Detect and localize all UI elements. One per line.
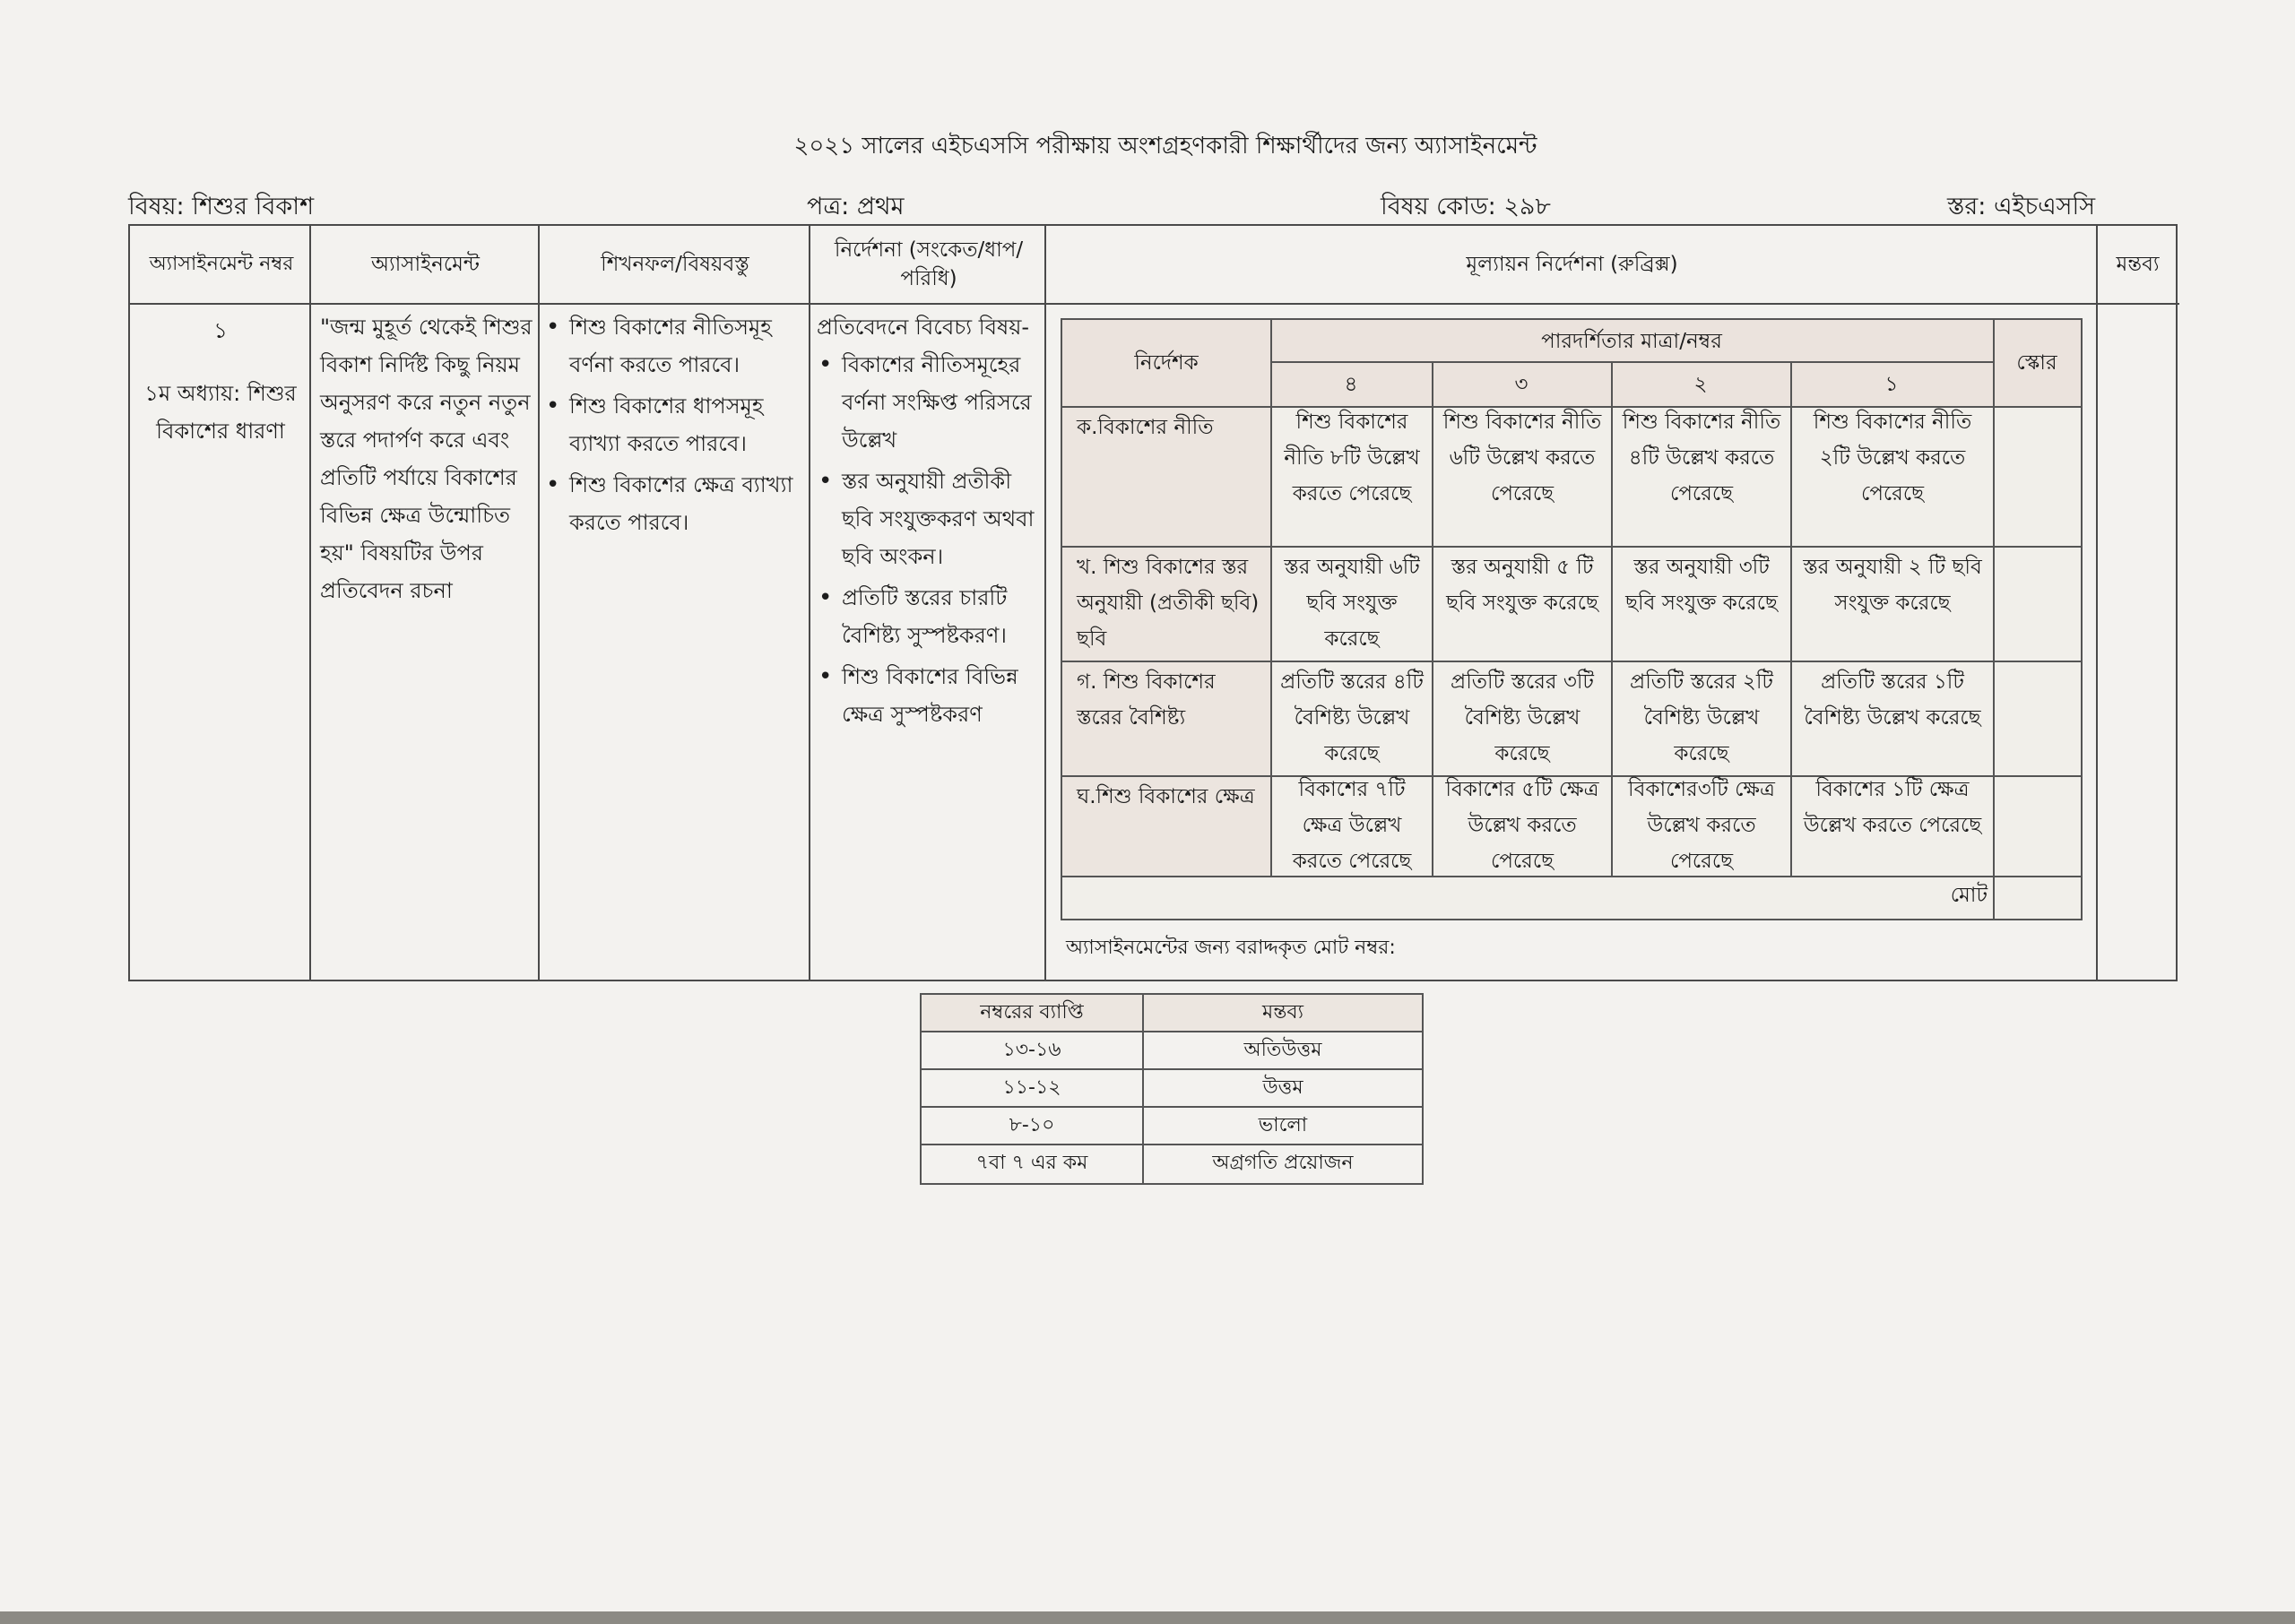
instruction-item: • স্তর অনুযায়ী প্রতীকী ছবি সংযুক্তকরণ অথবা ছবি অংকন।	[817, 462, 1041, 575]
score-header-remark: মন্তব্য	[1261, 1000, 1303, 1024]
rubric-cell: স্তর অনুযায়ী ২ টি ছবি সংযুক্ত করেছে	[1803, 556, 1982, 615]
header-outcome: শিখনফল/বিষয়বস্তু	[601, 253, 749, 276]
paper-label: পত্র: প্রথম	[807, 193, 905, 220]
header-evaluation: মূল্যায়ন নির্দেশনা (রুব্রিক্স)	[1466, 253, 1678, 276]
rubric-table	[1061, 318, 2083, 920]
rubric-cell: বিকাশের ১টি ক্ষেত্র উল্লেখ করতে পেরেছে	[1803, 778, 1982, 837]
score-header-row	[922, 995, 1422, 1032]
score-remark: উত্তম	[1262, 1075, 1303, 1099]
allocated-marks-label: অ্যাসাইনমেন্টের জন্য বরাদ্দকৃত মোট নম্বর:	[1066, 937, 1396, 959]
score-range-table	[920, 993, 1424, 1185]
rubric-cell: স্তর অনুযায়ী ৬টি ছবি সংযুক্ত করেছে	[1284, 556, 1420, 651]
instruction-item: • শিশু বিকাশের বিভিন্ন ক্ষেত্র সুস্পষ্টকরণ	[817, 658, 1041, 733]
rubric-cell: শিশু বিকাশের নীতি ৮টি উল্লেখ করতে পেরেছে	[1284, 410, 1420, 505]
rubric-level-3: ৩	[1514, 373, 1529, 396]
rubric-level-4: ৪	[1344, 373, 1358, 396]
score-range: ৮-১০	[1009, 1113, 1055, 1136]
instruction-item: • বিকাশের নীতিসমূহের বর্ণনা সংক্ষিপ্ত পরিসরে উল্লেখ	[817, 346, 1041, 459]
score-range: ৭বা ৭ এর কম	[975, 1151, 1088, 1174]
instruction-cell	[817, 308, 1041, 737]
subject-label: বিষয়: শিশুর বিকাশ	[128, 193, 315, 220]
rubric-cell: প্রতিটি স্তরের ৪টি বৈশিষ্ট্য উল্লেখ করেছে	[1280, 670, 1424, 765]
rubric-cell: স্তর অনুযায়ী ৫ টি ছবি সংযুক্ত করেছে	[1446, 556, 1598, 615]
outcome-item: • শিশু বিকাশের নীতিসমূহ বর্ণনা করতে পারবে।	[544, 308, 804, 384]
rubric-indicator: গ. শিশু বিকাশের স্তরের বৈশিষ্ট্য	[1077, 670, 1216, 730]
score-header-range: নম্বরের ব্যাপ্তি	[980, 1000, 1084, 1024]
scan-edge	[0, 1611, 2295, 1624]
rubric-cell: প্রতিটি স্তরের ২টি বৈশিষ্ট্য উল্লেখ করেছে	[1630, 670, 1773, 765]
rubric-cell: শিশু বিকাশের নীতি ৬টি উল্লেখ করতে পেরেছে	[1442, 410, 1602, 505]
score-row	[922, 1108, 1422, 1145]
instruction-intro: প্রতিবেদনে বিবেচ্য বিষয়-	[817, 315, 1030, 340]
document-title: ২০২১ সালের এইচএসসি পরীক্ষায় অংশগ্রহণকারী শিক্ষার্থীদের জন্য অ্যাসাইনমেন্ট	[793, 133, 1537, 160]
score-row	[922, 1070, 1422, 1108]
rubric-cell: শিশু বিকাশের নীতি ২টি উল্লেখ করতে পেরেছে	[1813, 410, 1972, 505]
header-instruction: নির্দেশনা (সংকেত/ধাপ/পরিধি)	[834, 238, 1024, 290]
rubric-cell: স্তর অনুযায়ী ৩টি ছবি সংযুক্ত করেছে	[1625, 556, 1778, 615]
rubric-score-header: স্কোর	[2016, 351, 2057, 375]
rubric-cell: প্রতিটি স্তরের ৩টি বৈশিষ্ট্য উল্লেখ করেছে	[1451, 670, 1594, 765]
rubric-cell: শিশু বিকাশের নীতি ৪টি উল্লেখ করতে পেরেছে	[1622, 410, 1781, 505]
rubric-indicator: ক.বিকাশের নীতি	[1077, 416, 1214, 439]
outcome-item: • শিশু বিকাশের ক্ষেত্র ব্যাখ্যা করতে পারবে।	[544, 466, 804, 541]
assignment-number: ১	[213, 318, 228, 343]
rubric-indicator: খ. শিশু বিকাশের স্তর অনুযায়ী (প্রতীকী ছবি) ছবি	[1077, 556, 1260, 651]
subject-code-label: বিষয় কোড: ২৯৮	[1381, 193, 1551, 220]
rubric-cell: বিকাশের৩টি ক্ষেত্র উল্লেখ করতে পেরেছে	[1628, 778, 1775, 873]
rubric-total-label: মোট	[1950, 884, 1988, 907]
chapter-label: ১ম অধ্যায়: শিশুর বিকাশের ধারণা	[144, 381, 297, 444]
score-range: ১৩-১৬	[1002, 1038, 1061, 1061]
header-divider	[130, 303, 2179, 305]
outcome-list	[544, 308, 804, 545]
rubric-cell: বিকাশের ৭টি ক্ষেত্র উল্লেখ করতে পেরেছে	[1292, 778, 1412, 873]
outcome-item: • শিশু বিকাশের ধাপসমূহ ব্যাখ্যা করতে পারবে।	[544, 387, 804, 462]
rubric-cell: প্রতিটি স্তরের ১টি বৈশিষ্ট্য উল্লেখ করেছে	[1804, 670, 1981, 730]
header-number: অ্যাসাইনমেন্ট নম্বর	[149, 253, 294, 275]
score-remark: অতিউত্তম	[1243, 1038, 1322, 1061]
rubric-cell: বিকাশের ৫টি ক্ষেত্র উল্লেখ করতে পেরেছে	[1445, 778, 1599, 873]
rubric-level-header: পারদর্শিতার মাত্রা/নম্বর	[1541, 330, 1722, 353]
instruction-item: • প্রতিটি স্তরের চারটি বৈশিষ্ট্য সুস্পষ্টকরণ।	[817, 579, 1041, 654]
assignment-text: "জন্ম মুহূর্ত থেকেই শিশুর বিকাশ নির্দিষ্ট কিছু নিয়ম অনুসরণ করে নতুন নতুন স্তরে পদার্পণ করে এবং প্রতিটি পর্যায়ে বিকাশের বিভিন্ন ক্ষেত্র উন্মোচিত হয়" বিষয়টির উপর প্রতিবেদন রচনা	[320, 315, 533, 603]
instruction-list	[817, 346, 1041, 733]
rubric-level-2: ২	[1693, 373, 1708, 396]
score-remark: ভালো	[1258, 1113, 1308, 1136]
score-row	[922, 1032, 1422, 1070]
level-label: স্তর: এইচএসসি	[1947, 193, 2096, 220]
header-remark: মন্তব্য	[2116, 253, 2160, 276]
score-row	[922, 1145, 1422, 1183]
rubric-indicator: ঘ.শিশু বিকাশের ক্ষেত্র	[1077, 785, 1255, 808]
rubric-level-1: ১	[1884, 373, 1899, 396]
score-range: ১১-১২	[1002, 1075, 1061, 1099]
score-remark: অগ্রগতি প্রয়োজন	[1212, 1151, 1354, 1174]
header-assignment: অ্যাসাইনমেন্ট	[371, 253, 480, 276]
rubric-indicator-header: নির্দেশক	[1134, 351, 1199, 375]
